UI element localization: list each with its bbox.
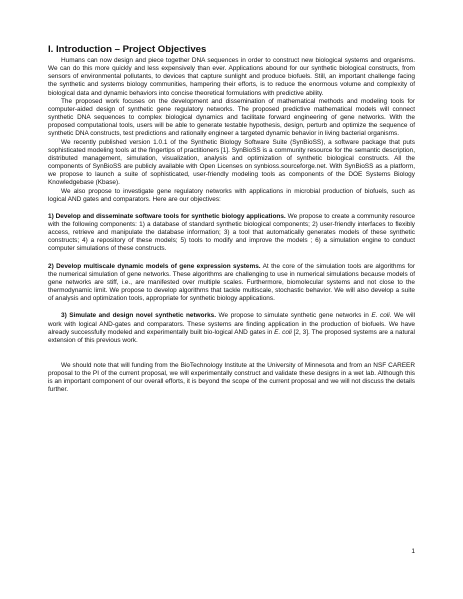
objective-3-body-a: We propose to simulate synthetic gene networks in <box>216 312 372 320</box>
intro-paragraph: The proposed work focuses on the development and dissemination of mathematical methods and modeling tools for computer-aided design of synthetic gene regulatory networks. The proposed predictive mathematical models will connect synthetic DNA sequences to complex biological dynamics and facilitate forward engineering of gene networks. With the proposed computational tools, users will be able to generate testable hypothesis, design, perturb and optimize the sequence of synthetic DNA constructs, test predictions and rationally engineer a targeted dynamic behavior in living bacterial organisms. <box>48 97 415 138</box>
intro-paragraph: We recently published version 1.0.1 of the Synthetic Biology Software Suite (SynBioSS), a software package that puts sophisticated modeling tools at the fingertips of practitioners [1]. SynBioSS is a community resource for the semantic description, distributed management, simulation, visualization, analysis and optimization of synthetic biological constructs. All the components of SynBioSS are publicly available with Open Licenses on synbioss.sourceforge.net. With SynBioSS as a platform, we propose to launch a suite of sophisticated, user-friendly modeling tools as components of the DOE Systems Biology Knowledgebase (Kbase). <box>48 138 415 187</box>
intro-paragraph: We also propose to investigate gene regulatory networks with applications in microbial production of biofuels, such as logical AND gates and comparators. Here are our objectives: <box>48 187 415 203</box>
objective-3-organism-a: E. coli <box>371 312 390 320</box>
objective-3-organism-b: E. coli <box>274 328 292 336</box>
closing-paragraph: We should note that will funding from the BioTechnology Institute at the University of Minnesota and from an NSF CAREER proposal to the PI of the current proposal, we will experimentally construct and validate these designs in a wet lab. Although this is an important component of our overall efforts, it is beyond the scope of the current proposal and we will not discuss the details further. <box>48 362 415 394</box>
objective-1 <box>48 213 415 254</box>
intro-paragraph: Humans can now design and piece together DNA sequences in order to construct new biological systems and organisms. We can do this more quickly and less expensively than ever. Applications abound for our synthetic biological constructs, from sensors of environmental pollutants, to devices that capture sunlight and produce biofuels. Still, an important challenge facing the synthetic and systems biology communities, hampering their efforts, is to reduce the enormous volume and complexity of biological data and dynamic behaviors into concise theoretical formulations with predictive ability. <box>48 57 415 97</box>
objective-3-body-c: [2, 3]. The proposed systems are a natural extension of this previous work. <box>48 328 415 344</box>
objective-3-title: 3) Simulate and design novel synthetic networks. <box>61 312 217 320</box>
objective-3 <box>48 312 415 345</box>
objective-1-title: 1) Develop and disseminate software tools for synthetic biology applications. <box>48 212 286 220</box>
objective-2 <box>48 263 415 304</box>
section-heading: I. Introduction – Project Objectives <box>48 44 207 55</box>
objective-2-body: At the core of the simulation tools are algorithms for the numerical simulation of gene networks. These algorithms are challenging to use in numerical simulations because models of gene networks are stiff, i.e., are manifested over multiple scales. Furthermore, biomolecular systems and not close to the thermodynamic limit. We propose to develop algorithms that tackle multiscale, stochastic behavior. We will also develop a suite of analysis and optimization tools, appropriate for synthetic biology applications. <box>48 262 415 303</box>
page-content <box>48 44 415 395</box>
page-number: 1 <box>411 548 415 555</box>
objective-1-body: We propose to create a community resource with the following components: 1) a database of standard synthetic biological components; 2) user-friendly interfaces to flexibly access, retrieve and manipulate the database information; 3) a tool that automatically generates models of these synthetic constructs; 4) a repository of these models; 5) tools to modify and improve the models ; 6) a simulation engine to conduct computer simulations of these constructs. <box>48 212 415 253</box>
objective-2-title: 2) Develop multiscale dynamic models of gene expression systems. <box>48 262 261 270</box>
objective-3-body-b: . We will work with logical AND-gates and comparators. These systems are finding application in the production of biofuels. We have already successfully modeled and experimentally built bio-logical AND gates in <box>48 312 416 336</box>
